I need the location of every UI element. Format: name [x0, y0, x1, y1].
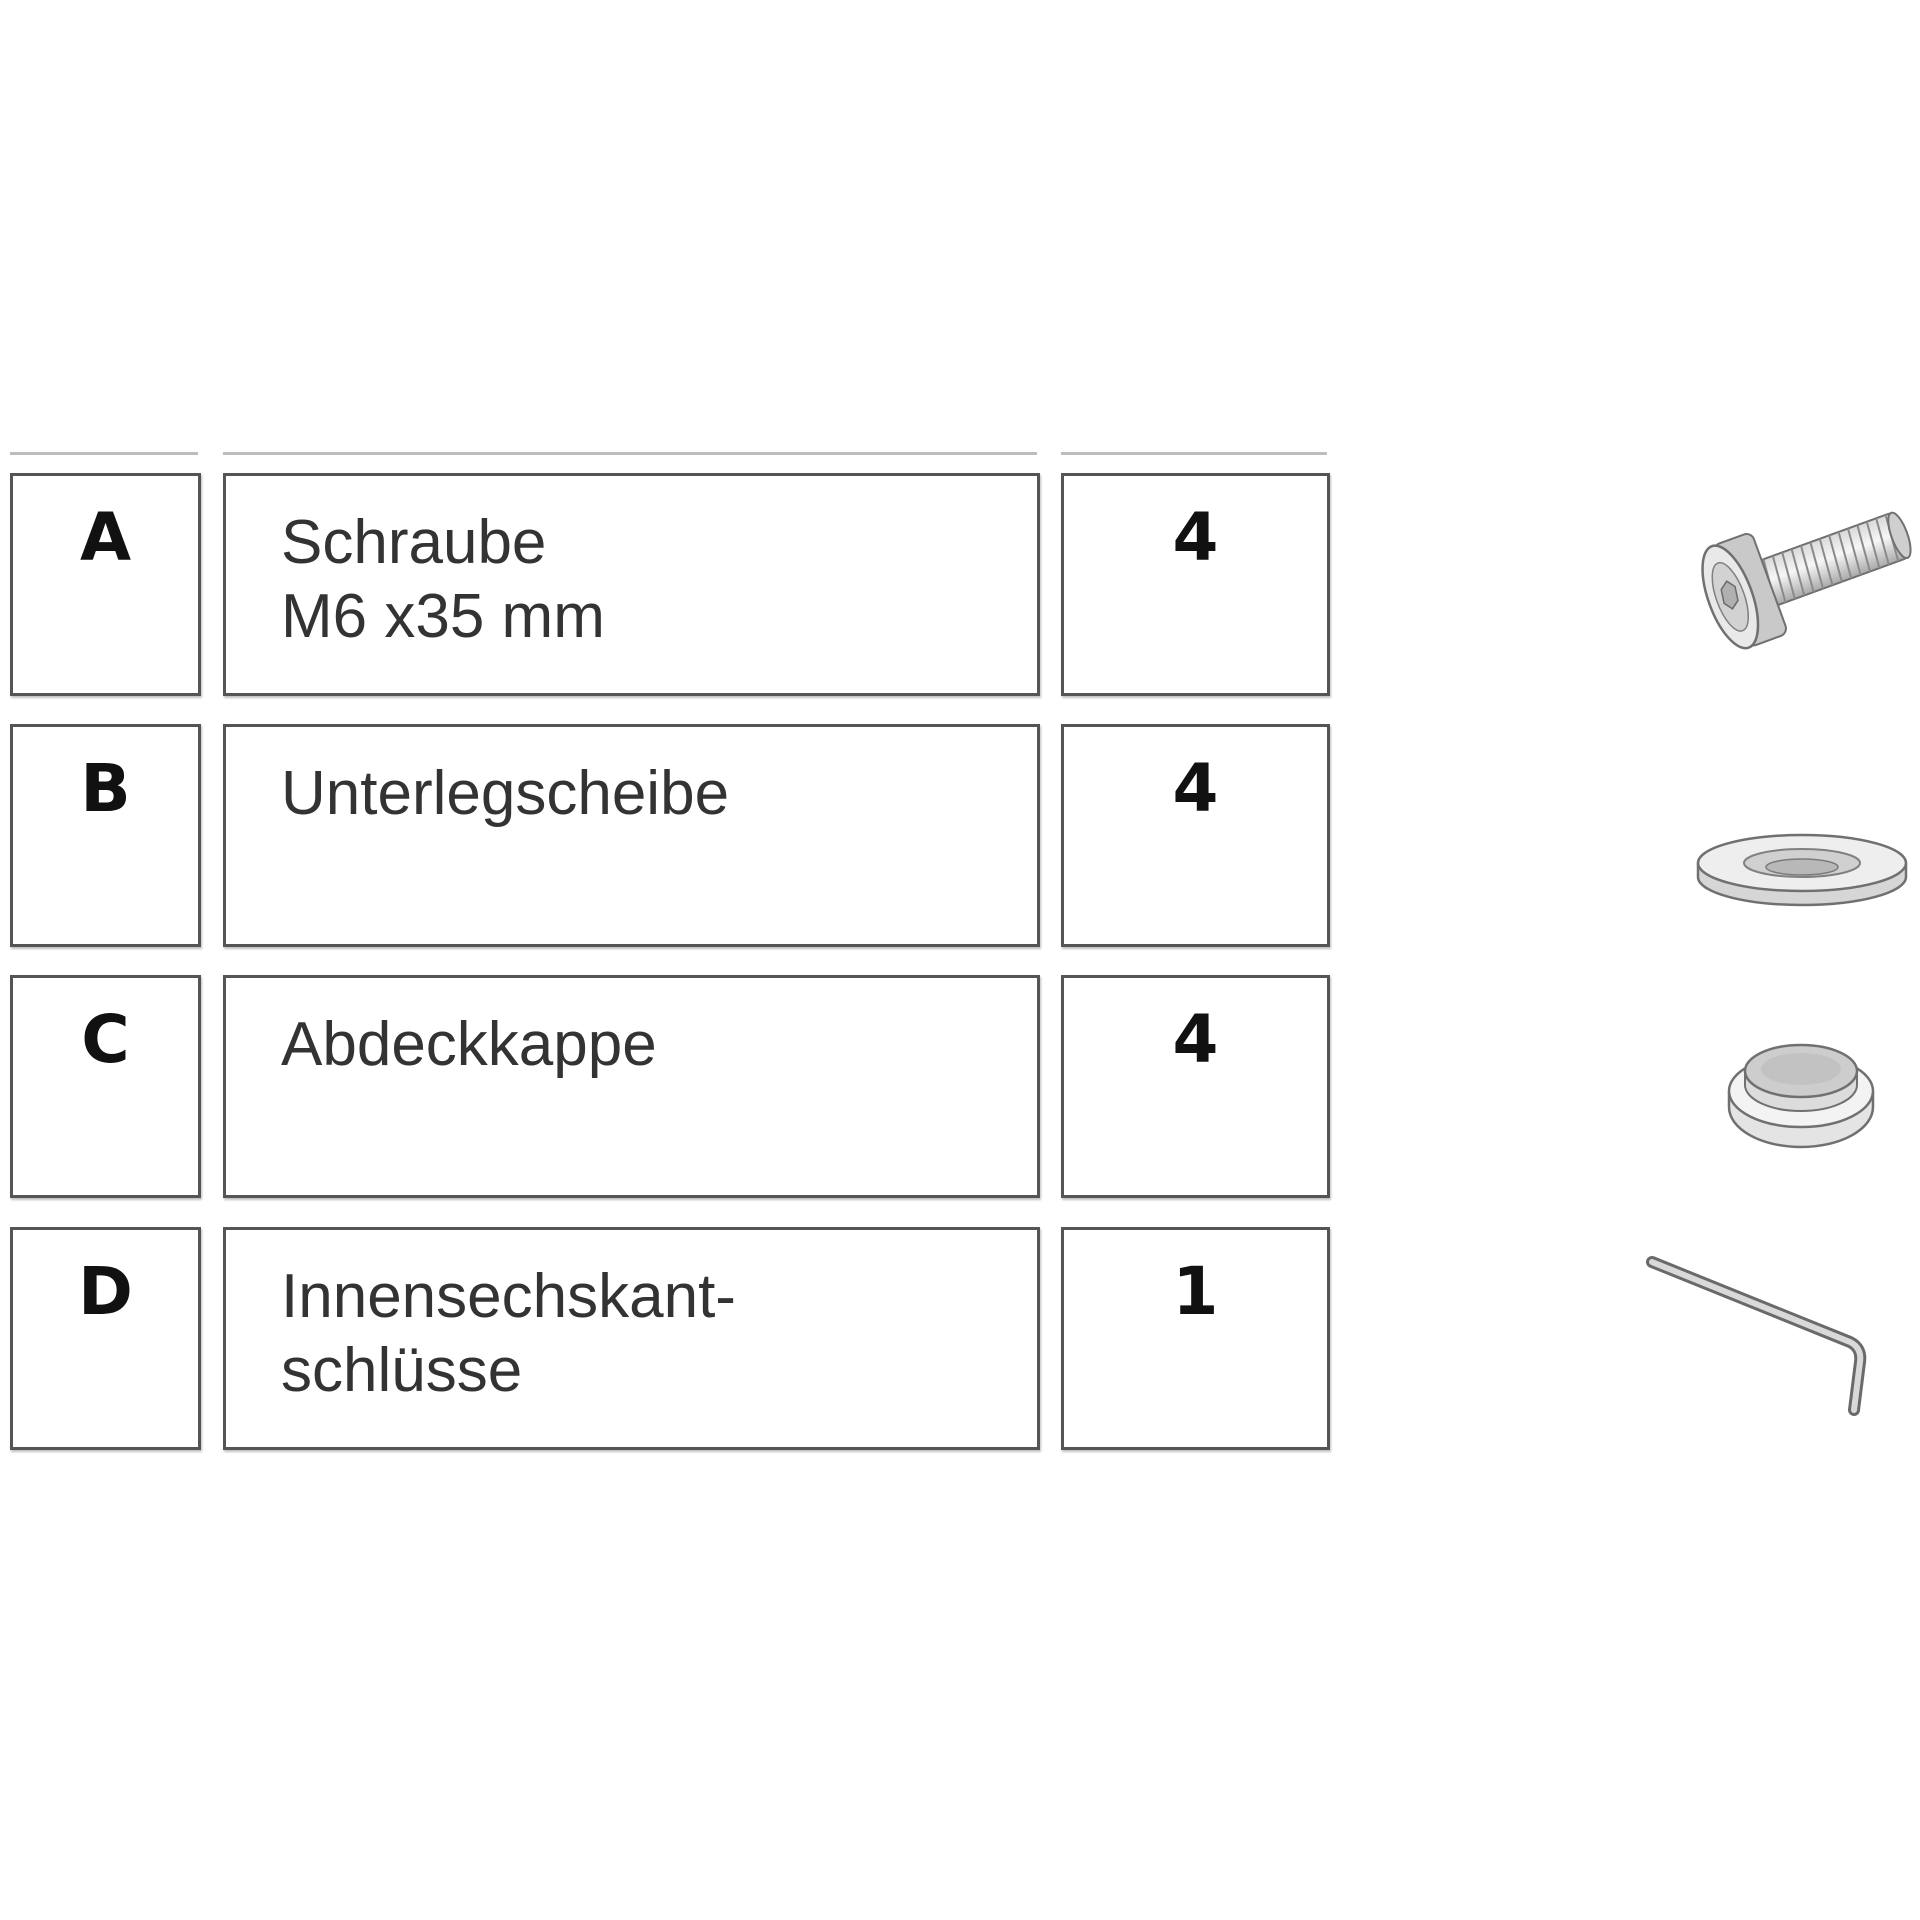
screw-icon [1690, 500, 1920, 670]
part-letter-cell [10, 724, 201, 947]
part-description [281, 506, 605, 654]
part-description-line: Abdeckkappe [281, 1010, 657, 1079]
part-description-line: M6 x35 mm [281, 582, 605, 651]
part-letter: A [79, 499, 132, 576]
part-quantity-cell [1061, 724, 1330, 947]
part-description-cell [223, 1227, 1040, 1450]
header-rule-description [223, 452, 1037, 455]
part-quantity: 4 [1172, 750, 1219, 827]
part-quantity-cell [1061, 975, 1330, 1198]
part-letter-cell [10, 473, 201, 696]
part-description [281, 1008, 657, 1082]
part-description-line: schlüsse [281, 1336, 523, 1405]
part-letter: B [80, 750, 131, 827]
hex-key-icon [1640, 1250, 1870, 1420]
part-quantity: 4 [1172, 499, 1219, 576]
part-description-cell [223, 975, 1040, 1198]
part-description-line: Schraube [281, 508, 547, 577]
cover-cap-icon [1715, 1015, 1885, 1165]
part-description-cell [223, 473, 1040, 696]
part-letter: D [78, 1253, 133, 1330]
part-quantity: 1 [1172, 1253, 1219, 1330]
part-quantity-cell [1061, 1227, 1330, 1450]
part-description-cell [223, 724, 1040, 947]
part-description-line: Innensechskant- [281, 1262, 736, 1331]
header-rule-quantity [1061, 452, 1327, 455]
part-description-line: Unterlegscheibe [281, 759, 730, 828]
part-letter: C [81, 1001, 130, 1078]
part-description [281, 757, 729, 831]
part-letter-cell [10, 975, 201, 1198]
part-letter-cell [10, 1227, 201, 1450]
part-quantity-cell [1061, 473, 1330, 696]
part-description [281, 1260, 736, 1408]
washer-icon [1690, 815, 1915, 915]
part-quantity: 4 [1172, 1001, 1219, 1078]
header-rule-letter [10, 452, 198, 455]
